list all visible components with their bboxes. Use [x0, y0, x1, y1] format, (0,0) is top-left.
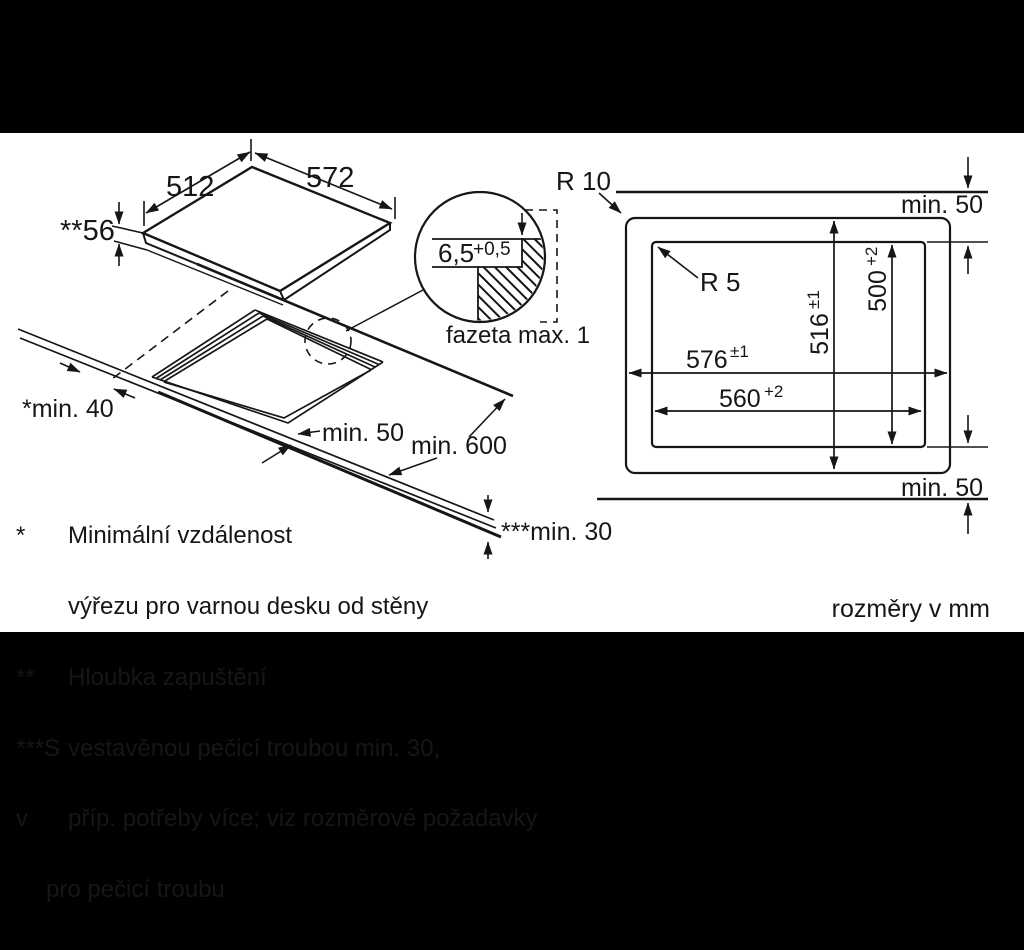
detail-caption: fazeta max. 1	[446, 322, 591, 349]
legend-marker: **	[16, 663, 35, 691]
depth-appliance-value: 516	[806, 313, 834, 355]
legend	[16, 477, 538, 949]
appliance-outline	[626, 218, 950, 473]
detail-depth-value: 6,5	[438, 238, 475, 268]
width-cutout-tol: +2	[764, 382, 784, 401]
min600-label: min. 600	[411, 432, 507, 460]
depth-cutout-dim	[862, 247, 892, 312]
legend-row	[16, 524, 538, 548]
legend-marker: *	[16, 522, 26, 550]
min50-label: min. 50	[322, 419, 404, 447]
legend-text: příp. potřeby více; viz rozměrové požadavky	[68, 805, 538, 833]
min30-label: ***min. 30	[501, 518, 613, 546]
detail-depth-tolerance: +0,5	[473, 239, 511, 260]
plan-view-drawing	[556, 157, 988, 534]
min40-label: *min. 40	[22, 395, 114, 423]
legend-text: Minimální vzdálenost	[68, 522, 293, 550]
detail-leader-line	[346, 290, 423, 331]
width-cutout-value: 560	[719, 385, 761, 413]
legend-text: Hloubka zapuštění	[68, 663, 267, 691]
legend-marker	[16, 595, 68, 619]
r10-label: R 10	[556, 166, 611, 196]
legend-row	[16, 663, 538, 691]
legend-row	[16, 592, 538, 620]
depth-cutout-tol: +2	[862, 246, 881, 266]
dim-depth-56	[112, 202, 147, 266]
legend-row	[16, 878, 538, 902]
r5-label: R 5	[700, 267, 741, 297]
units-note: rozměry v mm	[831, 595, 990, 623]
depth-appliance-dim	[804, 290, 834, 355]
drawing-sheet	[0, 133, 1024, 904]
dim-572-label: 572	[306, 162, 355, 194]
legend-marker: v	[16, 805, 28, 833]
r10-leader-arrow	[599, 193, 621, 213]
dim-512-label: 512	[166, 171, 215, 203]
dim-depth-label: **56	[60, 215, 115, 247]
clearance-top-label: min. 50	[901, 191, 983, 219]
detail-view-drawing	[415, 192, 590, 349]
legend-row	[16, 734, 538, 762]
legend-text: pro pečicí troubu	[46, 876, 225, 904]
clearance-bottom-label: min. 50	[901, 474, 983, 502]
depth-appliance-tol: ±1	[804, 290, 823, 309]
width-appliance-value: 576	[686, 346, 728, 374]
plan-dimension-lines	[629, 221, 947, 469]
legend-row	[16, 807, 538, 831]
legend-text: výřezu pro varnou desku od stěny	[68, 592, 429, 620]
r5-leader-arrow	[658, 247, 698, 278]
width-appliance-tol: ±1	[730, 342, 749, 361]
depth-cutout-value: 500	[864, 270, 892, 312]
legend-text: vestavěnou pečicí troubou min. 30,	[68, 734, 441, 762]
legend-marker: ***S	[16, 734, 61, 762]
